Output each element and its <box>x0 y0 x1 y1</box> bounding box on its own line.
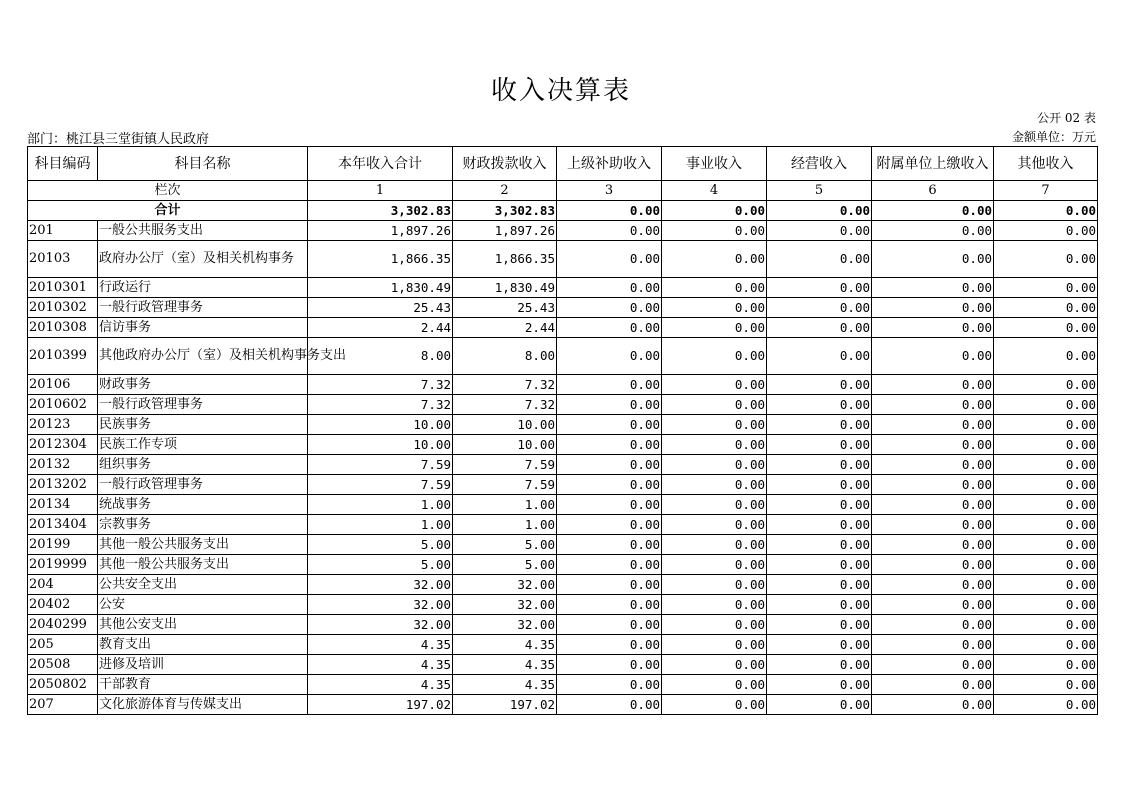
amount-cell: 0.00 <box>872 675 994 695</box>
amount-cell: 4.35 <box>308 675 453 695</box>
subject-name: 公安 <box>98 595 308 615</box>
table-row <box>28 515 1098 535</box>
amount-cell: 0.00 <box>767 338 872 375</box>
total-row <box>28 201 1098 221</box>
amount-cell: 0.00 <box>662 555 767 575</box>
amount-cell: 0.00 <box>662 435 767 455</box>
amount-cell: 1.00 <box>308 495 453 515</box>
amount-cell: 0.00 <box>872 241 994 278</box>
amount-cell: 10.00 <box>308 435 453 455</box>
amount-cell: 0.00 <box>994 338 1098 375</box>
amount-cell: 0.00 <box>767 221 872 241</box>
amount-cell: 0.00 <box>557 475 662 495</box>
table-row <box>28 435 1098 455</box>
amount-cell: 0.00 <box>872 655 994 675</box>
amount-cell: 4.35 <box>308 655 453 675</box>
amount-cell: 0.00 <box>662 575 767 595</box>
amount-cell: 0.00 <box>872 695 994 715</box>
form-code: 公开 02 表 <box>1037 111 1096 125</box>
amount-cell: 0.00 <box>767 415 872 435</box>
amount-cell: 7.59 <box>453 455 557 475</box>
amount-cell: 0.00 <box>767 435 872 455</box>
amount-cell: 0.00 <box>557 375 662 395</box>
amount-cell: 0.00 <box>767 298 872 318</box>
amount-cell: 0.00 <box>767 635 872 655</box>
page-title: 收入决算表 <box>490 76 631 106</box>
amount-cell: 0.00 <box>994 635 1098 655</box>
amount-cell: 0.00 <box>994 595 1098 615</box>
subject-code: 2013202 <box>28 475 98 495</box>
total-value: 3,302.83 <box>453 201 557 221</box>
amount-cell: 0.00 <box>557 575 662 595</box>
amount-cell: 0.00 <box>662 455 767 475</box>
amount-cell: 0.00 <box>872 338 994 375</box>
amount-cell: 0.00 <box>767 318 872 338</box>
amount-cell: 0.00 <box>662 635 767 655</box>
amount-cell: 0.00 <box>767 695 872 715</box>
subject-code: 207 <box>28 695 98 715</box>
amount-cell: 0.00 <box>872 555 994 575</box>
subject-name: 民族事务 <box>98 415 308 435</box>
total-value: 0.00 <box>872 201 994 221</box>
subject-code: 2012304 <box>28 435 98 455</box>
amount-cell: 0.00 <box>872 475 994 495</box>
amount-cell: 4.35 <box>453 675 557 695</box>
subject-name: 其他一般公共服务支出 <box>98 535 308 555</box>
amount-cell: 1,830.49 <box>308 278 453 298</box>
amount-cell: 0.00 <box>767 555 872 575</box>
amount-cell: 0.00 <box>557 555 662 575</box>
amount-cell: 0.00 <box>557 655 662 675</box>
header-cell: 附属单位上缴收入 <box>872 147 994 181</box>
amount-cell: 0.00 <box>557 515 662 535</box>
amount-cell: 7.32 <box>308 395 453 415</box>
amount-cell: 0.00 <box>872 298 994 318</box>
subject-code: 2019999 <box>28 555 98 575</box>
column-number: 6 <box>872 181 994 201</box>
amount-cell: 32.00 <box>308 595 453 615</box>
amount-cell: 0.00 <box>557 455 662 475</box>
subject-code: 205 <box>28 635 98 655</box>
amount-cell: 0.00 <box>557 415 662 435</box>
subject-name: 一般行政管理事务 <box>98 475 308 495</box>
table-row <box>28 675 1098 695</box>
amount-cell: 0.00 <box>557 435 662 455</box>
table-row <box>28 535 1098 555</box>
amount-cell: 0.00 <box>872 395 994 415</box>
amount-cell: 32.00 <box>453 615 557 635</box>
total-value: 0.00 <box>767 201 872 221</box>
amount-cell: 5.00 <box>308 535 453 555</box>
amount-cell: 0.00 <box>994 475 1098 495</box>
amount-cell: 8.00 <box>453 338 557 375</box>
subject-code: 20508 <box>28 655 98 675</box>
amount-cell: 0.00 <box>994 615 1098 635</box>
column-number-label: 栏次 <box>28 181 308 201</box>
amount-cell: 0.00 <box>767 475 872 495</box>
subject-name: 财政事务 <box>98 375 308 395</box>
amount-cell: 0.00 <box>872 575 994 595</box>
amount-cell: 1,897.26 <box>308 221 453 241</box>
table-row <box>28 495 1098 515</box>
subject-code: 2013404 <box>28 515 98 535</box>
amount-cell: 0.00 <box>767 535 872 555</box>
header-cell: 财政拨款收入 <box>453 147 557 181</box>
amount-cell: 1.00 <box>453 495 557 515</box>
column-number: 7 <box>994 181 1098 201</box>
amount-cell: 1,830.49 <box>453 278 557 298</box>
amount-cell: 1,866.35 <box>308 241 453 278</box>
department-label: 部门：桃江县三堂街镇人民政府 <box>27 132 210 147</box>
amount-cell: 0.00 <box>994 375 1098 395</box>
amount-cell: 4.35 <box>453 655 557 675</box>
amount-cell: 0.00 <box>557 535 662 555</box>
subject-name: 一般行政管理事务 <box>98 298 308 318</box>
amount-cell: 0.00 <box>994 675 1098 695</box>
amount-cell: 5.00 <box>308 555 453 575</box>
header-cell: 科目编码 <box>28 147 98 181</box>
subject-name: 进修及培训 <box>98 655 308 675</box>
subject-name: 政府办公厅（室）及相关机构事务 <box>98 241 308 278</box>
amount-cell: 0.00 <box>557 615 662 635</box>
amount-cell: 0.00 <box>994 555 1098 575</box>
total-value: 0.00 <box>994 201 1098 221</box>
amount-cell: 0.00 <box>767 241 872 278</box>
subject-name: 宗教事务 <box>98 515 308 535</box>
amount-cell: 10.00 <box>308 415 453 435</box>
amount-cell: 0.00 <box>662 475 767 495</box>
amount-cell: 10.00 <box>453 415 557 435</box>
amount-cell: 0.00 <box>994 318 1098 338</box>
amount-cell: 0.00 <box>994 455 1098 475</box>
amount-cell: 0.00 <box>872 455 994 475</box>
amount-cell: 0.00 <box>994 575 1098 595</box>
table-row <box>28 455 1098 475</box>
amount-cell: 0.00 <box>994 655 1098 675</box>
amount-cell: 0.00 <box>872 415 994 435</box>
amount-cell: 0.00 <box>767 495 872 515</box>
amount-cell: 0.00 <box>557 675 662 695</box>
amount-cell: 0.00 <box>662 241 767 278</box>
amount-cell: 197.02 <box>308 695 453 715</box>
table-row <box>28 298 1098 318</box>
unit-label: 金额单位：万元 <box>1011 130 1096 144</box>
table-row <box>28 475 1098 495</box>
amount-cell: 0.00 <box>994 435 1098 455</box>
amount-cell: 0.00 <box>557 221 662 241</box>
amount-cell: 0.00 <box>767 575 872 595</box>
subject-name: 公共安全支出 <box>98 575 308 595</box>
subject-name: 其他公安支出 <box>98 615 308 635</box>
amount-cell: 0.00 <box>994 298 1098 318</box>
table-row <box>28 318 1098 338</box>
amount-cell: 1.00 <box>308 515 453 535</box>
table-row <box>28 615 1098 635</box>
amount-cell: 0.00 <box>662 655 767 675</box>
header-cell: 事业收入 <box>662 147 767 181</box>
amount-cell: 7.59 <box>308 475 453 495</box>
table-row <box>28 695 1098 715</box>
table-row <box>28 635 1098 655</box>
amount-cell: 0.00 <box>767 455 872 475</box>
amount-cell: 0.00 <box>662 495 767 515</box>
column-number: 3 <box>557 181 662 201</box>
column-number: 4 <box>662 181 767 201</box>
amount-cell: 0.00 <box>994 221 1098 241</box>
amount-cell: 4.35 <box>308 635 453 655</box>
amount-cell: 0.00 <box>662 695 767 715</box>
amount-cell: 7.32 <box>308 375 453 395</box>
amount-cell: 0.00 <box>662 375 767 395</box>
subject-name: 一般公共服务支出 <box>98 221 308 241</box>
amount-cell: 197.02 <box>453 695 557 715</box>
amount-cell: 0.00 <box>662 595 767 615</box>
amount-cell: 0.00 <box>872 635 994 655</box>
amount-cell: 0.00 <box>872 318 994 338</box>
subject-name: 文化旅游体育与传媒支出 <box>98 695 308 715</box>
amount-cell: 0.00 <box>872 495 994 515</box>
amount-cell: 0.00 <box>662 535 767 555</box>
subject-name: 统战事务 <box>98 495 308 515</box>
income-table <box>27 146 1098 715</box>
amount-cell: 25.43 <box>453 298 557 318</box>
amount-cell: 0.00 <box>662 675 767 695</box>
amount-cell: 0.00 <box>557 298 662 318</box>
amount-cell: 0.00 <box>662 318 767 338</box>
amount-cell: 0.00 <box>662 395 767 415</box>
header-cell: 本年收入合计 <box>308 147 453 181</box>
amount-cell: 7.59 <box>453 475 557 495</box>
amount-cell: 0.00 <box>994 515 1098 535</box>
subject-code: 2010399 <box>28 338 98 375</box>
column-number: 2 <box>453 181 557 201</box>
amount-cell: 0.00 <box>767 278 872 298</box>
subject-code: 2010602 <box>28 395 98 415</box>
table-row <box>28 278 1098 298</box>
amount-cell: 0.00 <box>557 495 662 515</box>
subject-code: 2010308 <box>28 318 98 338</box>
subject-code: 2040299 <box>28 615 98 635</box>
amount-cell: 0.00 <box>994 535 1098 555</box>
amount-cell: 1,866.35 <box>453 241 557 278</box>
amount-cell: 32.00 <box>308 615 453 635</box>
amount-cell: 7.32 <box>453 375 557 395</box>
subject-name: 教育支出 <box>98 635 308 655</box>
subject-name: 其他政府办公厅（室）及相关机构事务支出 <box>98 338 308 375</box>
amount-cell: 2.44 <box>453 318 557 338</box>
amount-cell: 7.32 <box>453 395 557 415</box>
amount-cell: 0.00 <box>662 298 767 318</box>
amount-cell: 0.00 <box>662 221 767 241</box>
amount-cell: 0.00 <box>767 615 872 635</box>
table-row <box>28 338 1098 375</box>
subject-code: 20132 <box>28 455 98 475</box>
amount-cell: 0.00 <box>994 278 1098 298</box>
table-row <box>28 221 1098 241</box>
amount-cell: 0.00 <box>557 318 662 338</box>
subject-name: 组织事务 <box>98 455 308 475</box>
amount-cell: 0.00 <box>662 515 767 535</box>
subject-code: 20402 <box>28 595 98 615</box>
amount-cell: 5.00 <box>453 535 557 555</box>
table-row <box>28 395 1098 415</box>
column-number: 1 <box>308 181 453 201</box>
subject-name: 其他一般公共服务支出 <box>98 555 308 575</box>
amount-cell: 2.44 <box>308 318 453 338</box>
amount-cell: 0.00 <box>767 655 872 675</box>
subject-code: 2010301 <box>28 278 98 298</box>
amount-cell: 0.00 <box>872 278 994 298</box>
subject-code: 2010302 <box>28 298 98 318</box>
table-row <box>28 375 1098 395</box>
header-cell: 上级补助收入 <box>557 147 662 181</box>
subject-code: 20123 <box>28 415 98 435</box>
amount-cell: 0.00 <box>557 395 662 415</box>
subject-code: 20106 <box>28 375 98 395</box>
amount-cell: 1,897.26 <box>453 221 557 241</box>
amount-cell: 0.00 <box>994 395 1098 415</box>
subject-code: 20103 <box>28 241 98 278</box>
header-row <box>28 147 1098 181</box>
table-row <box>28 595 1098 615</box>
subject-code: 201 <box>28 221 98 241</box>
amount-cell: 0.00 <box>662 338 767 375</box>
total-value: 0.00 <box>557 201 662 221</box>
subject-name: 一般行政管理事务 <box>98 395 308 415</box>
amount-cell: 0.00 <box>994 695 1098 715</box>
table-row <box>28 575 1098 595</box>
table-row <box>28 555 1098 575</box>
subject-code: 20199 <box>28 535 98 555</box>
subject-code: 204 <box>28 575 98 595</box>
total-value: 0.00 <box>662 201 767 221</box>
subject-code: 20134 <box>28 495 98 515</box>
amount-cell: 0.00 <box>872 535 994 555</box>
amount-cell: 0.00 <box>872 595 994 615</box>
amount-cell: 0.00 <box>557 635 662 655</box>
amount-cell: 0.00 <box>557 695 662 715</box>
column-number-row <box>28 181 1098 201</box>
amount-cell: 0.00 <box>662 278 767 298</box>
subject-name: 民族工作专项 <box>98 435 308 455</box>
column-number: 5 <box>767 181 872 201</box>
amount-cell: 10.00 <box>453 435 557 455</box>
amount-cell: 0.00 <box>994 241 1098 278</box>
amount-cell: 0.00 <box>557 338 662 375</box>
amount-cell: 25.43 <box>308 298 453 318</box>
table-row <box>28 241 1098 278</box>
subject-name: 信访事务 <box>98 318 308 338</box>
subject-code: 2050802 <box>28 675 98 695</box>
amount-cell: 0.00 <box>767 515 872 535</box>
subject-name: 行政运行 <box>98 278 308 298</box>
amount-cell: 8.00 <box>308 338 453 375</box>
table-row <box>28 415 1098 435</box>
amount-cell: 0.00 <box>872 515 994 535</box>
amount-cell: 32.00 <box>308 575 453 595</box>
total-value: 3,302.83 <box>308 201 453 221</box>
amount-cell: 0.00 <box>767 395 872 415</box>
amount-cell: 0.00 <box>872 375 994 395</box>
amount-cell: 32.00 <box>453 575 557 595</box>
header-cell: 其他收入 <box>994 147 1098 181</box>
subject-name: 干部教育 <box>98 675 308 695</box>
amount-cell: 7.59 <box>308 455 453 475</box>
amount-cell: 0.00 <box>662 415 767 435</box>
amount-cell: 0.00 <box>994 495 1098 515</box>
amount-cell: 0.00 <box>557 241 662 278</box>
amount-cell: 0.00 <box>557 278 662 298</box>
amount-cell: 1.00 <box>453 515 557 535</box>
amount-cell: 32.00 <box>453 595 557 615</box>
amount-cell: 0.00 <box>872 435 994 455</box>
amount-cell: 0.00 <box>662 615 767 635</box>
total-label: 合计 <box>28 201 308 221</box>
amount-cell: 0.00 <box>872 221 994 241</box>
header-cell: 经营收入 <box>767 147 872 181</box>
amount-cell: 0.00 <box>872 615 994 635</box>
amount-cell: 0.00 <box>767 595 872 615</box>
amount-cell: 0.00 <box>767 675 872 695</box>
header-cell: 科目名称 <box>98 147 308 181</box>
table-row <box>28 655 1098 675</box>
amount-cell: 5.00 <box>453 555 557 575</box>
amount-cell: 0.00 <box>557 595 662 615</box>
amount-cell: 0.00 <box>994 415 1098 435</box>
amount-cell: 4.35 <box>453 635 557 655</box>
amount-cell: 0.00 <box>767 375 872 395</box>
